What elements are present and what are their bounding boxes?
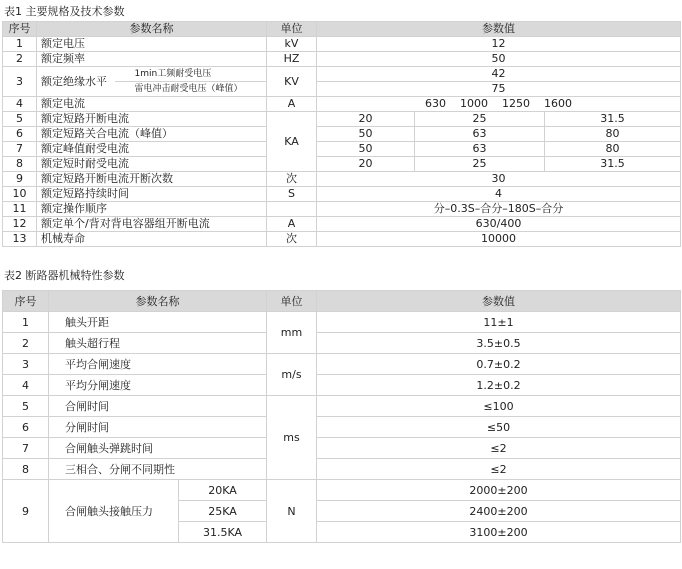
row-name: 额定短路开断电流开断次数 (37, 172, 267, 187)
header-name: 参数名称 (37, 22, 267, 37)
row-subname: 1min工频耐受电压 (115, 67, 267, 82)
row-name: 额定单个/背对背电容器组开断电流 (37, 217, 267, 232)
table-header-row (3, 22, 681, 37)
table-row (3, 127, 681, 142)
row-unit: kV (267, 37, 317, 52)
table2-caption: 表2 断路器机械特性参数 (4, 269, 125, 282)
row-value-31ka: 80 (545, 127, 681, 142)
row-no: 10 (3, 187, 37, 202)
row-name: 平均合闸速度 (49, 354, 267, 375)
row-no: 9 (3, 480, 49, 543)
row-value: 630/400 (317, 217, 681, 232)
row-name: 合闸触头弹跳时间 (49, 438, 267, 459)
row-value: 10000 (317, 232, 681, 247)
header-value: 参数值 (317, 22, 681, 37)
row-name: 额定短路持续时间 (37, 187, 267, 202)
row-value: 630 1000 1250 1600 (317, 97, 681, 112)
row-no: 1 (3, 312, 49, 333)
row-value: ≤50 (317, 417, 681, 438)
row-no: 8 (3, 459, 49, 480)
table-row (3, 354, 681, 375)
row-value: 2000±200 (317, 480, 681, 501)
row-no: 8 (3, 157, 37, 172)
row-no: 5 (3, 396, 49, 417)
row-unit: mm (267, 312, 317, 354)
header-unit: 单位 (267, 22, 317, 37)
row-name: 额定电流 (37, 97, 267, 112)
table-row (3, 112, 681, 127)
row-value-25ka: 63 (415, 142, 545, 157)
row-value-31ka: 31.5 (545, 157, 681, 172)
row-unit: S (267, 187, 317, 202)
row-name: 分闸时间 (49, 417, 267, 438)
spec-table (2, 21, 681, 247)
table-row (3, 52, 681, 67)
header-no: 序号 (3, 291, 49, 312)
row-value-25ka: 25 (415, 157, 545, 172)
table-row (3, 187, 681, 202)
row-no: 6 (3, 127, 37, 142)
row-unit: A (267, 97, 317, 112)
row-subname: 雷电冲击耐受电压（峰值） (115, 82, 267, 97)
row-unit: KA (267, 112, 317, 172)
row-name: 额定电压 (37, 37, 267, 52)
row-value-20ka: 50 (317, 127, 415, 142)
table-header-row (3, 291, 681, 312)
table-row (3, 37, 681, 52)
table-row (3, 202, 681, 217)
row-value-20ka: 50 (317, 142, 415, 157)
row-no: 7 (3, 142, 37, 157)
table-row (3, 232, 681, 247)
row-value: 11±1 (317, 312, 681, 333)
mechanical-table (2, 290, 681, 543)
row-value: 0.7±0.2 (317, 354, 681, 375)
row-no: 2 (3, 333, 49, 354)
row-value: 1.2±0.2 (317, 375, 681, 396)
row-no: 3 (3, 354, 49, 375)
row-value: 30 (317, 172, 681, 187)
row-no: 5 (3, 112, 37, 127)
row-unit: N (267, 480, 317, 543)
row-no: 6 (3, 417, 49, 438)
row-subname: 31.5KA (179, 522, 267, 543)
row-name: 合闸时间 (49, 396, 267, 417)
header-no: 序号 (3, 22, 37, 37)
table-row (3, 217, 681, 232)
row-value-25ka: 25 (415, 112, 545, 127)
row-value: 42 (317, 67, 681, 82)
row-value: 12 (317, 37, 681, 52)
row-no: 11 (3, 202, 37, 217)
table-row (3, 157, 681, 172)
row-unit: HZ (267, 52, 317, 67)
row-value: 分–0.3S–合分–180S–合分 (317, 202, 681, 217)
row-no: 13 (3, 232, 37, 247)
header-unit: 单位 (267, 291, 317, 312)
row-no: 4 (3, 375, 49, 396)
table-row (3, 417, 681, 438)
row-name: 额定操作顺序 (37, 202, 267, 217)
row-name: 机械寿命 (37, 232, 267, 247)
table-row (3, 396, 681, 417)
row-name: 三相合、分闸不同期性 (49, 459, 267, 480)
row-value: 75 (317, 82, 681, 97)
row-no: 7 (3, 438, 49, 459)
row-no: 4 (3, 97, 37, 112)
row-value: 3100±200 (317, 522, 681, 543)
row-name: 额定短路开断电流 (37, 112, 267, 127)
row-value-20ka: 20 (317, 157, 415, 172)
row-name: 额定绝缘水平 (37, 67, 115, 97)
row-name: 触头超行程 (49, 333, 267, 354)
row-unit: m/s (267, 354, 317, 396)
table-row (3, 67, 681, 82)
row-unit: 次 (267, 232, 317, 247)
table-row (3, 172, 681, 187)
row-unit (267, 202, 317, 217)
row-name: 额定短时耐受电流 (37, 157, 267, 172)
row-no: 3 (3, 67, 37, 97)
row-name: 触头开距 (49, 312, 267, 333)
row-no: 9 (3, 172, 37, 187)
row-value-31ka: 31.5 (545, 112, 681, 127)
row-name: 合闸触头接触压力 (49, 480, 179, 543)
table-row (3, 142, 681, 157)
row-no: 1 (3, 37, 37, 52)
row-value: 4 (317, 187, 681, 202)
row-value: 2400±200 (317, 501, 681, 522)
table-row (3, 375, 681, 396)
row-value: 3.5±0.5 (317, 333, 681, 354)
row-unit: ms (267, 396, 317, 480)
row-value: ≤2 (317, 438, 681, 459)
header-name: 参数名称 (49, 291, 267, 312)
row-value-25ka: 63 (415, 127, 545, 142)
row-unit: 次 (267, 172, 317, 187)
table-row (3, 480, 681, 501)
row-value: 50 (317, 52, 681, 67)
row-no: 12 (3, 217, 37, 232)
table1-caption: 表1 主要规格及技术参数 (4, 5, 125, 18)
row-name: 额定短路关合电流（峰值） (37, 127, 267, 142)
table-row (3, 438, 681, 459)
row-value: ≤2 (317, 459, 681, 480)
header-value: 参数值 (317, 291, 681, 312)
row-unit: KV (267, 67, 317, 97)
row-no: 2 (3, 52, 37, 67)
row-value-31ka: 80 (545, 142, 681, 157)
row-name: 额定峰值耐受电流 (37, 142, 267, 157)
row-unit: A (267, 217, 317, 232)
table-row (3, 333, 681, 354)
row-value: ≤100 (317, 396, 681, 417)
row-name: 平均分闸速度 (49, 375, 267, 396)
row-value-20ka: 20 (317, 112, 415, 127)
table-row (3, 97, 681, 112)
row-subname: 25KA (179, 501, 267, 522)
table-row (3, 459, 681, 480)
row-name: 额定频率 (37, 52, 267, 67)
table-row (3, 312, 681, 333)
row-subname: 20KA (179, 480, 267, 501)
